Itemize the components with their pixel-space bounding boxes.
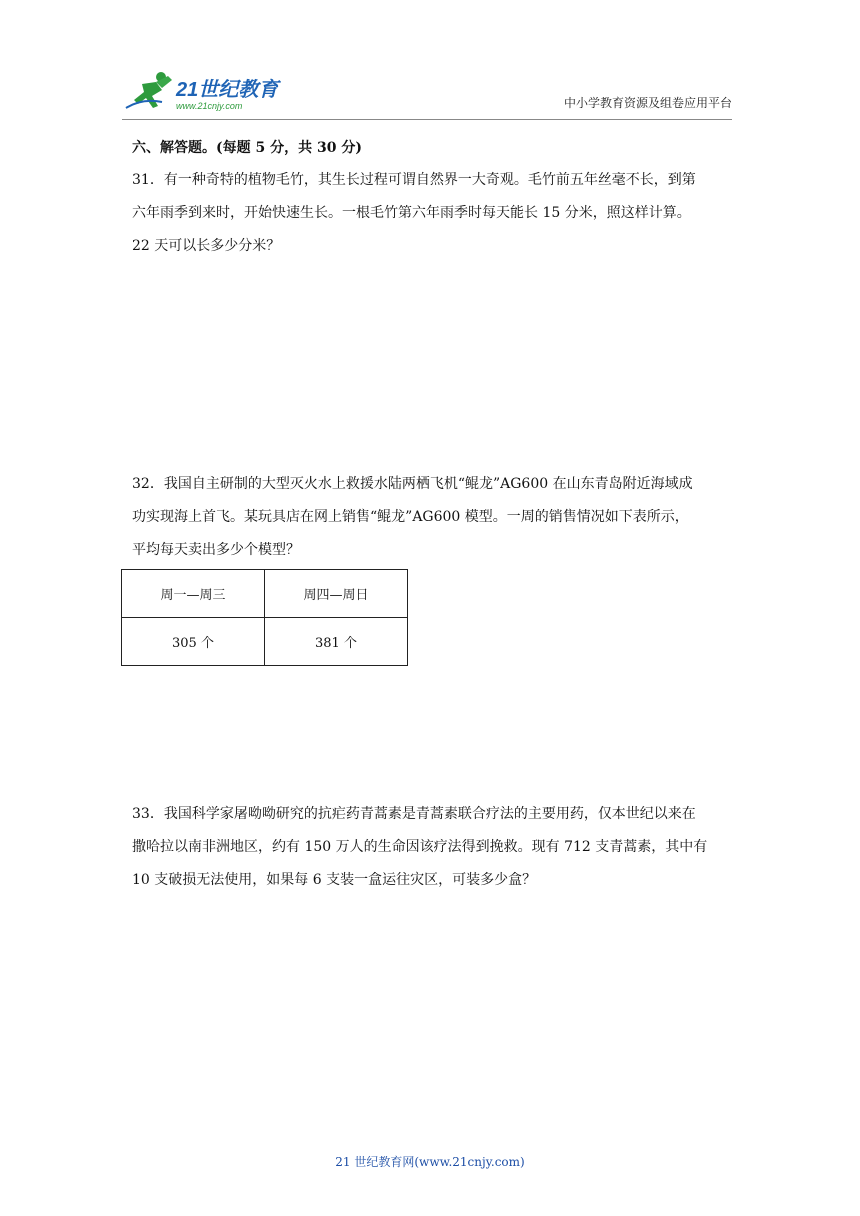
question-line: 31．有一种奇特的植物毛竹，其生长过程可谓自然界一大奇观。毛竹前五年丝毫不长，到第 <box>132 172 696 188</box>
footer-text: 21 世纪教育网(www.21cnjy.com) <box>335 1155 525 1169</box>
page-header <box>122 66 732 116</box>
logo-url: www.21cnjy.com <box>176 101 243 111</box>
platform-label: 中小学教育资源及组卷应用平台 <box>563 96 732 110</box>
table-header-cell: 周四—周日 <box>265 570 408 618</box>
table-header-cell: 周一—周三 <box>122 570 265 618</box>
question-33 <box>132 798 732 897</box>
logo <box>122 68 292 112</box>
question-line: 六年雨季到来时，开始快速生长。一根毛竹第六年雨季时每天能长 15 分米，照这样计算。 <box>132 205 691 221</box>
table-row <box>122 570 408 618</box>
question-line: 33．我国科学家屠呦呦研究的抗疟药青蒿素是青蒿素联合疗法的主要用药，仅本世纪以来在 <box>132 806 696 822</box>
table-row <box>122 618 408 666</box>
question-line: 22 天可以长多少分米？ <box>132 238 281 254</box>
question-line: 32．我国自主研制的大型灭火水上救援水陆两栖飞机“鲲龙”AG600 在山东青岛附近海域成 <box>132 476 693 492</box>
runner-icon <box>126 72 172 108</box>
question-line: 撒哈拉以南非洲地区，约有 150 万人的生命因该疗法得到挽救。现有 712 支青蒿素，其中有 <box>132 839 708 855</box>
logo-text: 21世纪教育 <box>176 79 279 101</box>
question-line: 10 支破损无法使用，如果每 6 支装一盒运往灾区，可装多少盒？ <box>132 872 537 888</box>
question-31 <box>132 164 732 263</box>
header-divider <box>122 119 732 120</box>
table-value-cell: 381 个 <box>265 618 408 666</box>
question-line: 功实现海上首飞。某玩具店在网上销售“鲲龙”AG600 模型。一周的销售情况如下表所示， <box>132 509 689 525</box>
table-value-cell: 305 个 <box>122 618 265 666</box>
section-title: 六、解答题。(每题 5 分，共 30 分) <box>132 140 362 156</box>
question-32 <box>132 468 732 567</box>
sales-table <box>121 569 408 666</box>
question-line: 平均每天卖出多少个模型？ <box>132 542 300 558</box>
